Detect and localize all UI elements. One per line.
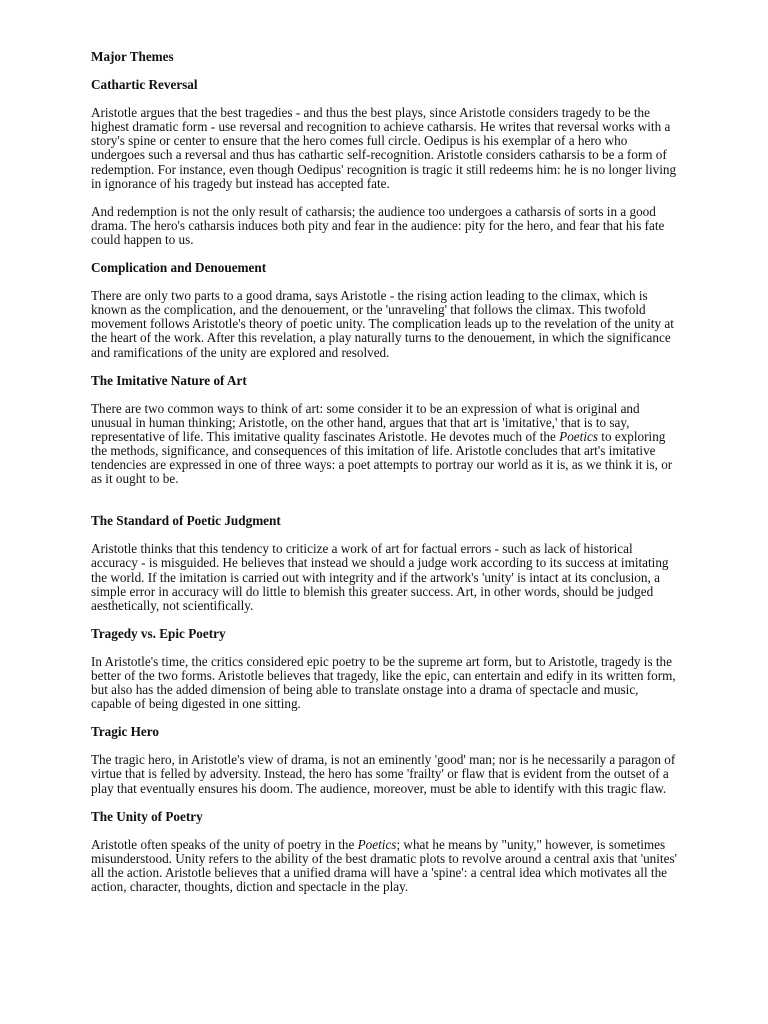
section-unity-of-poetry [91,810,681,894]
section-heading: Cathartic Reversal [91,77,198,93]
section-heading: The Standard of Poetic Judgment [91,513,281,529]
paragraph-text: to exploring the methods, significance, and consequences of this imitation of life. Aristotle concludes that art's imitative tendencies are expressed in one of three ways: a poet attempts to portray our world as it is, as we think it is, or as it ought to be. [91,428,673,487]
document-title: Major Themes [91,49,174,64]
section-heading: The Unity of Poetry [91,808,203,824]
spacer [91,500,681,514]
section-paragraph: Aristotle thinks that this tendency to criticize a work of art for factual errors - such as lack of historical accuracy - is misguided. He believes that instead we should a judge work according to its success at imitating the world. If the imitation is carried out with integrity and if the artwork's 'unity' is intact at its conclusion, a simple error in accuracy will do little to blemish this greater success. Art, in other words, should be judged aesthetically, not scientifically. [91,541,669,613]
section-cathartic-reversal [91,78,681,247]
section-paragraph [91,838,681,894]
book-title-italic: Poetics [357,836,397,852]
section-complication-denouement [91,261,681,360]
paragraph-text: There are two common ways to think of art: some consider it to be an expression of what is original and unusual in human thinking; Aristotle, on the other hand, argues that that art is 'imitative,' that is to say, representative of life. This imitative quality fascinates Aristotle. He devotes much of the [91,400,640,444]
section-imitative-nature [91,374,681,487]
section-tragedy-vs-epic [91,627,681,711]
section-tragic-hero [91,725,681,795]
section-paragraph: Aristotle argues that the best tragedies - and thus the best plays, since Aristotle considers tragedy to be the highest dramatic form - use reversal and recognition to achieve catharsis. He writes that reversal works with a story's spine or center to ensure that the hero comes full circle. Oedipus is his exemplar of a hero who undergoes such a reversal and thus has cathartic self-recognition. Aristotle considers catharsis to be a form of redemption. For instance, even though Oedipus' recognition is tragic it still redeems him: he is no longer living in ignorance of his tragedy but instead has accepted fate. [91,105,677,191]
section-paragraph: There are only two parts to a good drama, says Aristotle - the rising action leading to the climax, which is known as the complication, and the denouement, or the 'unraveling' that follows the climax. This twofold movement follows Aristotle's theory of poetic unity. The complication leads up to the revelation of the unity at the heart of the work. After this revelation, a play naturally turns to the denouement, in which the significance and ramifications of the unity are explored and resolved. [91,288,674,360]
paragraph-text: ; what he means by "unity," however, is sometimes misunderstood. Unity refers to the ability of the best dramatic plots to revolve around a central axis that 'unites' all the action. Aristotle believes that a unified drama will have a 'spine': a central idea which motivates all the action, character, thoughts, diction and spectacle in the play. [91,836,677,895]
book-title-italic: Poetics [559,428,598,444]
section-heading: Tragedy vs. Epic Poetry [91,625,226,641]
section-poetic-judgment [91,514,681,613]
section-paragraph: The tragic hero, in Aristotle's view of drama, is not an eminently 'good' man; nor is he necessarily a paragon of virtue that is felled by adversity. Instead, the hero has some 'frailty' or flaw that is evident from the outset of a play that eventually ensures his doom. The audience, moreover, must be able to identify with this tragic flaw. [91,752,676,796]
section-heading: The Imitative Nature of Art [91,372,247,388]
section-paragraph [91,402,681,487]
paragraph-text: Aristotle often speaks of the unity of poetry in the [91,836,358,852]
section-heading: Complication and Denouement [91,260,267,276]
section-heading: Tragic Hero [91,724,159,740]
document-page [91,50,681,908]
section-paragraph: In Aristotle's time, the critics considered epic poetry to be the supreme art form, but to Aristotle, tragedy is the better of the two forms. Aristotle believes that tragedy, like the epic, can entertain and edify in its written form, but also has the added dimension of being able to translate onstage into a drama of spectacle and music, capable of being digested in one sitting. [91,653,676,712]
section-paragraph: And redemption is not the only result of catharsis; the audience too undergoes a catharsis of sorts in a good drama. The hero's catharsis induces both pity and fear in the audience: pity for the hero, and fear that his fate could happen to us. [91,203,665,247]
